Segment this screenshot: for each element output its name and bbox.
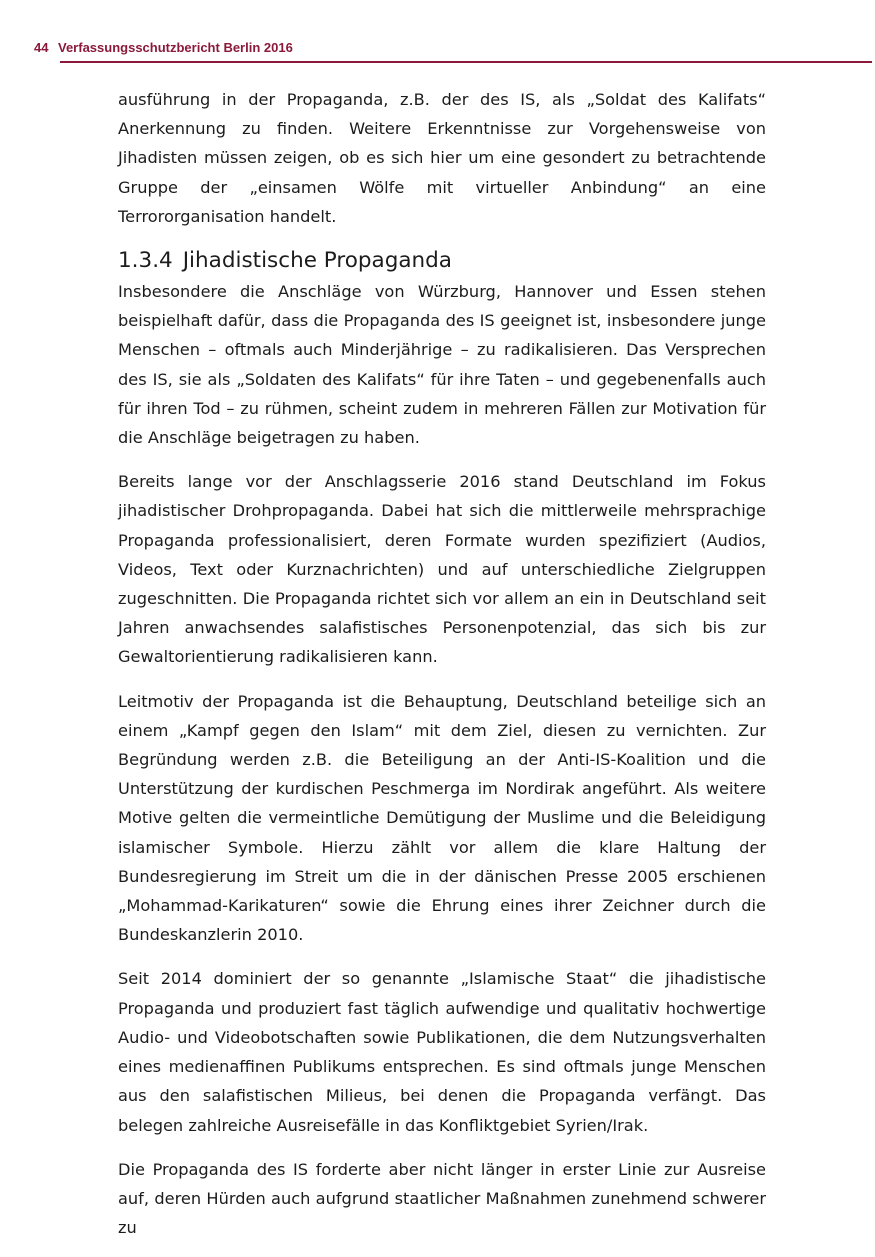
- paragraph-intro: ausführung in der Propaganda, z.B. der des IS, als „Soldat des Kalifats“ Anerkennung zu finden. Weitere Erkenntnisse zur Vorgehensweise von Jihadisten müssen zeigen, ob es sich hier um eine gesondert zu betrachtende Gruppe der „einsamen Wölfe mit virtueller Anbindung“ an eine Terrororganisation handelt.: [118, 90, 766, 226]
- paragraph: Insbesondere die Anschläge von Würzburg, Hannover und Essen stehen beispielhaft dafür, dass die Propaganda des IS geeignet ist, insbesondere junge Menschen – oftmals auch Minderjährige – zu radikalisieren. Das Versprechen des IS, sie als „Soldaten des Kalifats“ für ihre Taten – und gegebenenfalls auch für ihren Tod – zu rühmen, scheint zudem in mehreren Fällen zur Motivation für die Anschläge beigetragen zu haben.: [118, 282, 766, 448]
- page-number: 44: [34, 40, 49, 55]
- paragraph: Seit 2014 dominiert der so genannte „Islamische Staat“ die jihadistische Propaganda und produziert fast täglich aufwendige und qualitativ hochwertige Audio- und Videobotschaften sowie Publikationen, die dem Nutzungsverhalten eines medienaffinen Publikums entsprechen. Es sind oftmals junge Menschen aus den salafistischen Milieus, bei denen die Propaganda verfängt. Das belegen zahlreiche Ausreisefälle in das Konfliktgebiet Syrien/Irak.: [118, 969, 766, 1135]
- section-number: 1.3.4: [118, 248, 173, 274]
- section-heading: [118, 244, 766, 277]
- header-divider: [60, 61, 872, 63]
- section-title: Jihadistische Propaganda: [182, 248, 452, 274]
- running-title: Verfassungsschutzbericht Berlin 2016: [58, 40, 293, 55]
- paragraph: Leitmotiv der Propaganda ist die Behauptung, Deutschland beteilige sich an einem „Kampf gegen den Islam“ mit dem Ziel, diesen zu vernichten. Zur Begründung werden z.B. die Beteiligung an der Anti-IS-Koalition und die Unterstützung der kurdischen Peschmerga im Nordirak angeführt. Als weitere Motive gelten die vermeintliche Demütigung der Muslime und die Beleidigung islamischer Symbole. Hierzu zählt vor allem die klare Haltung der Bundesregierung im Streit um die in der dänischen Presse 2005 erschienen „Mohammad-Karikaturen“ sowie die Ehrung eines ihrer Zeichner durch die Bundeskanzlerin 2010.: [118, 691, 766, 945]
- paragraph: Bereits lange vor der Anschlagsserie 2016 stand Deutschland im Fokus jihadistischer Drohpropaganda. Dabei hat sich die mittlerweile mehrsprachige Propaganda professionalisiert, deren Formate wurden spezifiziert (Audios, Videos, Text oder Kurznachrichten) und auf unterschiedliche Zielgruppen zugeschnitten. Die Propaganda richtet sich vor allem an ein in Deutschland seit Jahren anwachsendes salafistisches Personenpotenzial, das sich bis zur Gewaltorientierung radikalisieren kann.: [118, 472, 766, 667]
- header-text: [34, 40, 872, 55]
- paragraph: Die Propaganda des IS forderte aber nicht länger in erster Linie zur Ausreise auf, deren Hürden auch aufgrund staatlicher Maßnahmen zunehmend schwerer zu: [118, 1159, 766, 1238]
- page-header: [34, 40, 872, 64]
- page-body: [118, 85, 766, 1257]
